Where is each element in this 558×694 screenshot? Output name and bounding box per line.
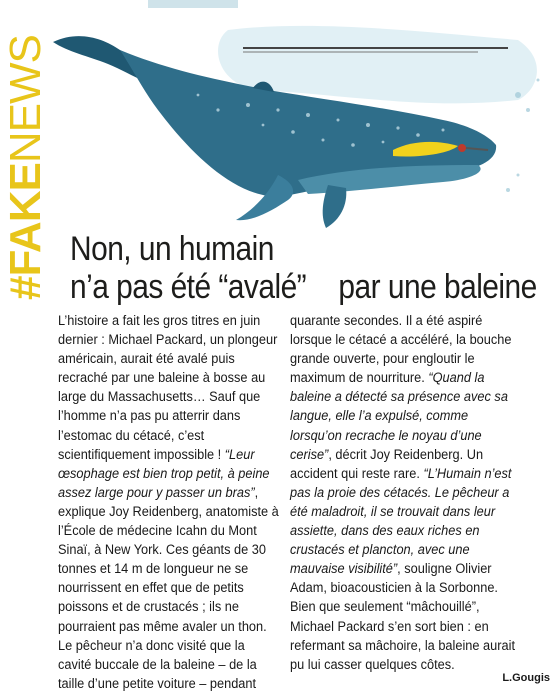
- column2-segment: , souligne Olivier Adam, bioacousticien à la Sorbonne. Bien que seulement “mâchouillé”, Michael Packard s’en sort bien : en refermant sa mâchoire, la baleine aurait pu lui casser quelques côtes.: [290, 561, 515, 673]
- column1-segment: , explique Joy Reidenberg, anatomiste à l’École de médecine Icahn du Mont Sinaï, à New York. Ces géants de 30 tonnes et 14 m de longueur ne se nourrissent en effet que de petits poissons et de crustacés ; ils ne pourraient pas même avaler un thon. Le pêcheur n’a donc visité que la cavité buccale de la baleine – de la taille d’une petite voiture – pendant: [58, 484, 279, 692]
- column1-segment: L’histoire a fait les gros titres en juin dernier : Michael Packard, un plongeur américain, aurait été avalé puis recraché par une baleine à bosse au large du Massachusetts… Sauf que l’homme n’a pas pu atterrir dans l’estomac du cétacé, c’est scientifiquement impossible !: [58, 313, 278, 463]
- fake-news-tag: [1, 35, 50, 300]
- column2-segment: “Quand la baleine a détecté sa présence avec sa langue, elle l’a expulsé, comme lorsqu’on recrache le noyau d’une cerise”: [290, 370, 508, 463]
- column2-segment: , décrit Joy Reidenberg. Un accident qui reste rare.: [290, 446, 484, 482]
- side-band: [0, 0, 48, 690]
- top-wash: [148, 0, 238, 8]
- headline-line-1: Non, un humain: [70, 230, 274, 268]
- news-label: NEWS: [1, 35, 50, 164]
- author-signature: L.Gougis: [502, 672, 550, 684]
- article-column-1: [58, 312, 281, 694]
- column2-segment: quarante secondes. Il a été aspiré lorsque le cétacé a accéléré, la bouche grande ouverte, pour engloutir le maximum de nourriture.: [290, 313, 512, 387]
- column2-segment: “L’Humain n’est pas la proie des cétacés. Le pêcheur a été maladroit, il se trouvait dans leur assiette, dans des eaux riches en crustacés et plancton, avec une mauvaise visibilité”: [290, 465, 512, 578]
- article-column-2: [290, 312, 522, 675]
- headline-line-2: n’a pas été “avalé”: [70, 268, 307, 306]
- headline: [70, 230, 537, 306]
- fake-label: FAKE: [1, 163, 50, 277]
- hashtag: #: [1, 276, 50, 300]
- headline-line-2b: par une baleine: [338, 268, 537, 306]
- whale-illustration: [48, 0, 558, 245]
- column1-segment: “Leur œsophage est bien trop petit, à peine assez large pour y passer un bras”: [58, 446, 270, 501]
